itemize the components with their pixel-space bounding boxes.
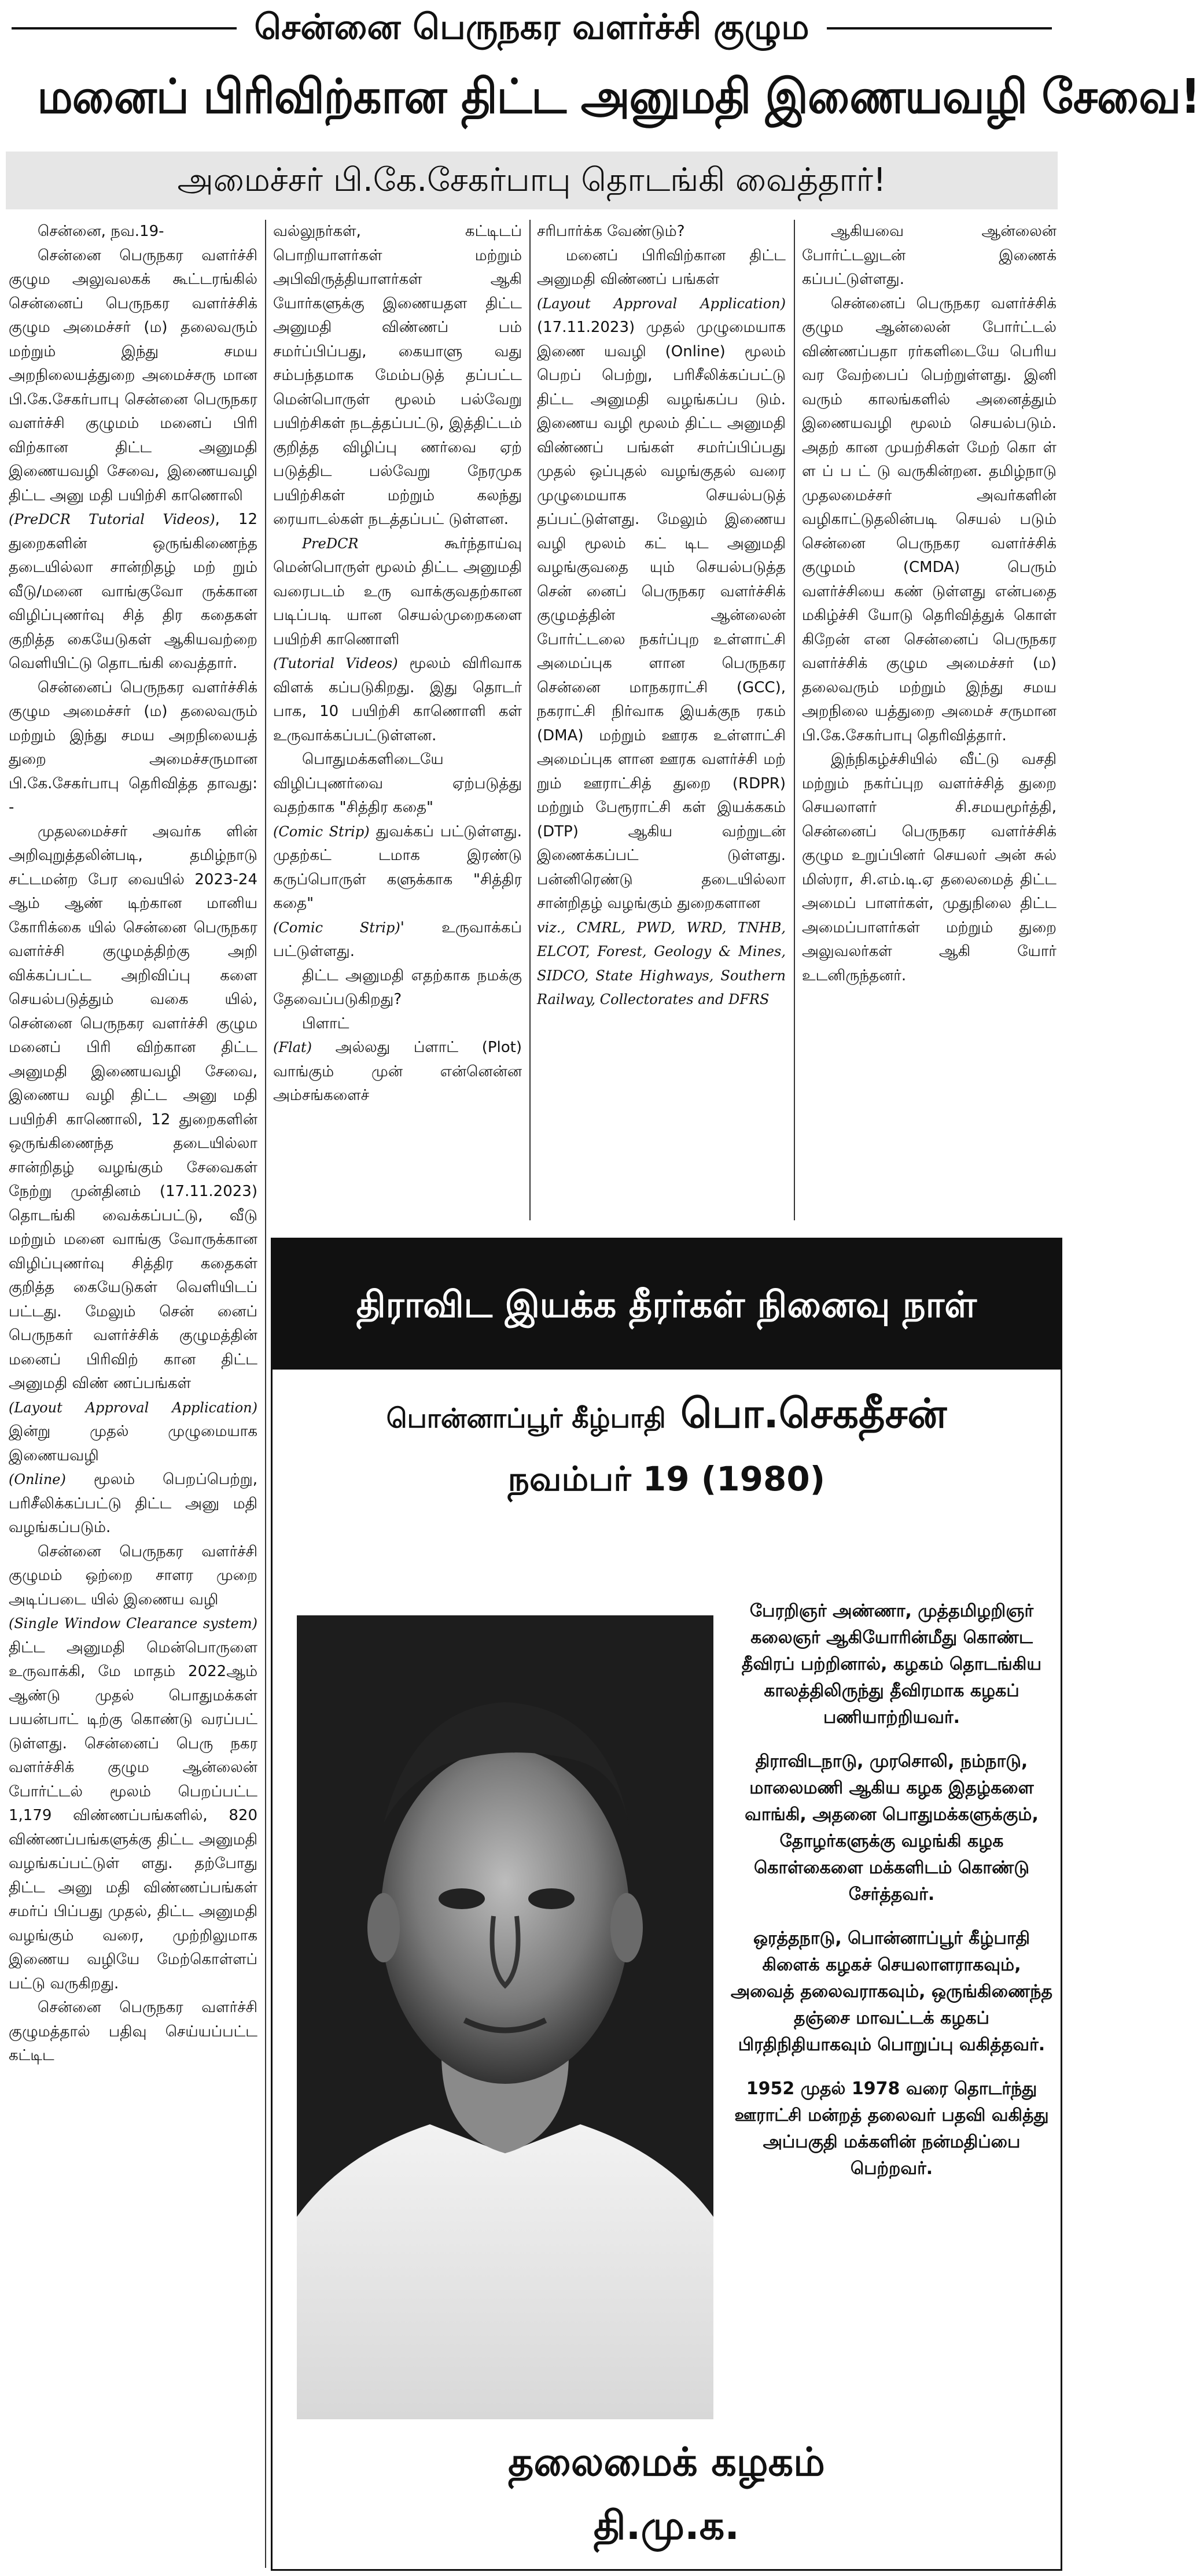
obituary-paragraph: திராவிடநாடு, முரசொலி, நம்நாடு, மாலைமணி ஆகிய கழக இதழ்களை வாங்கி, அதனை பொதுமக்களுக்கும், தோழர்களுக்கு வழங்கி கழக கொள்கைளை மக்களிடம் கொண்டு சேர்த்தவர். (745, 1751, 1039, 1905)
article-paragraph (537, 220, 786, 244)
article-column-1 (9, 220, 257, 2568)
article-paragraph (9, 820, 257, 1396)
article-column-4 (802, 220, 1057, 1220)
article-paragraph (9, 1540, 257, 1612)
article-paragraph (9, 244, 257, 508)
article-paragraph (273, 1036, 522, 1108)
subheadline: அமைச்சர் பி.கே.சேகர்பாபு தொடங்கி வைத்தார்! (6, 152, 1058, 209)
article-paragraph (802, 292, 1057, 748)
article-paragraph (9, 1612, 257, 1996)
article-column-3 (537, 220, 786, 1220)
article-italic-term: (Tutorial Videos) (273, 655, 398, 671)
article-text: , 12 துறைகளின் ஒருங்கிணைந்த தடையில்லா சான்றிதழ் மற் றும் வீடு/மனை வாங்குவோ ருக்கான விழிப்புணர்வு சித் திர கதைகள் குறித்த கையேடுகள் ஆகியவற்றை வெளியிட்டு தொடங்கி வைத்தார். (9, 511, 257, 672)
article-italic-term: (Single Window Clearance system) (9, 1615, 257, 1632)
article-italic-term: PreDCR (302, 535, 359, 552)
article-text: திட்ட அனுமதி மென்பொருளை உருவாக்கி, மே மாதம் 2022ஆம் ஆண்டு முதல் பொதுமக்கள் பயன்பாட் டிற்கு கொண்டு வரப்பட் டுள்ளது. சென்னைப் பெரு நகர வளர்ச்சிக் குழும ஆன்லைன் போர்ட்டல் மூலம் பெறப்பட்ட 1,179 விண்ணப்பங்களில், 820 விண்ணப்பங்களுக்கு திட்ட அனுமதி வழங்கப்பட்டுள் ளது. தற்போது திட்ட அனு மதி விண்ணப்பங்கள் சமர்ப் பிப்பது முதல், திட்ட அனுமதி வழங்கும் வரை, முற்றிலுமாக இணைய வழியே மேற்கொள்ளப் பட்டு வருகிறது. (9, 1638, 257, 1992)
article-paragraph (9, 676, 257, 820)
article-italic-term: (PreDCR Tutorial Videos) (9, 511, 215, 527)
article-text: சென்னை, நவ.19- (38, 223, 164, 240)
obituary-paragraph: 1952 முதல் 1978 வரை தொடர்ந்து ஊராட்சி மன்றத் தலைவர் பதவி வகித்து அப்பகுதி மக்களின் நன்மதிப்பை பெற்றவர். (734, 2079, 1049, 2179)
article-text: ' உருவாக்கப் பட்டுள்ளது. (273, 918, 522, 960)
article-text: சென்னை பெருநகர வளர்ச்சி குழுமத்தால் பதிவு செய்யப்பட்ட கட்டிட (9, 1999, 257, 2064)
article-paragraph (273, 820, 522, 916)
article-paragraph (802, 748, 1057, 988)
article-paragraph (537, 292, 786, 916)
article-text: மூலம் பெறப்பெற்று, பரிசீலிக்கப்பட்டு திட்ட அனு மதி வழங்கப்படும். (9, 1471, 257, 1536)
article-column-2 (273, 220, 522, 1220)
headline: மனைப் பிரிவிற்கான திட்ட அனுமதி இணையவழி சேவை! (37, 69, 1200, 124)
article-paragraph (537, 916, 786, 1012)
obituary-footer-org: தலைமைக் கழகம் (508, 2440, 825, 2485)
article-italic-term: (Flat) (273, 1039, 312, 1056)
article-paragraph (9, 220, 257, 244)
article-text: சரிபார்க்க வேண்டும்? (537, 223, 685, 240)
article-paragraph (273, 964, 522, 1012)
article-italic-term: viz., CMRL, PWD, WRD, TNHB, ELCOT, Forest, Geology & Mines, SIDCO, State Highways, Southern Railway, Collectorates and DFRS (537, 919, 786, 1007)
article-text: சென்னை பெருநகர வளர்ச்சி குழுமம் ஒற்றை சாளர முறை அடிப்படை யில் இணைய வழி (9, 1542, 257, 1608)
article-paragraph (273, 652, 522, 748)
article-paragraph (9, 1396, 257, 1468)
article-text: (17.11.2023) முதல் முழுமையாக இணை யவழி (Online) மூலம் பெறப் பெற்று, பரிசீலிக்கப்பட்டு திட்ட அனுமதி வழங்கப்ப டும். இணைய வழி மூலம் திட்ட அனுமதி விண்ணப் பங்கள் சமர்ப்பிப்பது முதல் ஒப்புதல் வழங்குதல் வரை முழுமையாக செயல்படுத் தப்பட்டுள்ளது. மேலும் இணைய வழி மூலம் கட் டிட அனுமதி வழங்குவதை யும் செயல்படுத்த சென் னைப் பெருநகர வளர்ச்சிக் குழுமத்தின் ஆன்லைன் போர்ட்டலை நகர்ப்புற உள்ளாட்சி அமைப்புக ளான பெருநகர சென்னை மாநகராட்சி (GCC), நகராட்சி நிர்வாக இயக்குந ரகம் (DMA) மற்றும் ஊரக உள்ளாட்சி அமைப்புக ளான ஊரக வளர்ச்சி மற் றும் ஊராட்சித் துறை (RDPR) மற்றும் பேரூராட்சி கள் இயக்ககம் (DTP) ஆகிய வற்றுடன் இணைக்கப்பட் டுள்ளது. பன்னிரெண்டு தடையில்லா சான்றிதழ் வழங்கும் துறைகளான (537, 319, 786, 912)
article-paragraph (273, 1012, 522, 1036)
obituary-box (271, 1238, 1062, 2571)
article-italic-term: (Online) (9, 1471, 66, 1488)
portrait-illustration (297, 1615, 713, 2419)
obituary-paragraph: பேரறிஞர் அண்ணா, முத்தமிழறிஞர் கலைஞர் ஆகியோரின்மீது கொண்ட தீவிரப் பற்றினால், கழகம் தொடங்கிய காலத்திலிருந்து தீவிரமாக கழகப் பணியாற்றியவர். (741, 1601, 1042, 1728)
article-paragraph (9, 508, 257, 676)
article-paragraph (273, 916, 522, 964)
obituary-name-line (273, 1390, 1061, 1442)
kicker-text: சென்னை பெருநகர வளர்ச்சி குழும (237, 7, 826, 47)
article-text: ஆகியவை ஆன்லைன் போர்ட்டலுடன் இணைக் கப்பட்டுள்ளது. (802, 223, 1057, 288)
obituary-name: பொ.செகதீசன் (680, 1390, 947, 1437)
obituary-footer-party: தி.மு.க. (593, 2503, 740, 2549)
article-paragraph (802, 220, 1057, 292)
article-italic-term: (Layout Approval Application) (537, 295, 786, 312)
article-text: கூர்ந்தாய்வு மென்பொருள் மூலம் திட்ட அனுமதி வரைபடம் உரு வாக்குவதற்கான படிப்படி யான செயல்முறைகளை பயிற்சி காணொளி (273, 534, 522, 648)
article-text: பிளாட் (302, 1014, 349, 1032)
article-italic-term: (Comic Strip) (273, 823, 370, 840)
article-text: பொதுமக்களிடையே விழிப்புணர்வை ஏற்படுத்து வதற்காக "சித்திர கதை" (273, 751, 522, 816)
article-paragraph (9, 1468, 257, 1540)
article-text: சென்னை பெருநகர வளர்ச்சி குழும அலுவலகக் கூட்டரங்கில் சென்னைப் பெருநகர வளர்ச்சிக் குழும அமைச்சர் (ம) தலைவரும் மற்றும் இந்து சமய அறநிலையத்துறை அமைச்சரு மான பி.கே.சேகர்பாபு சென்னை பெருநகர வளர்ச்சி குழுமம் மனைப் பிரி விற்கான திட்ட அனுமதி இணையவழி சேவை, இணையவழி திட்ட அனு மதி பயிற்சி காணொலி (9, 246, 257, 504)
article-text: சென்னைப் பெருநகர வளர்ச்சிக் குழும அமைச்சர் (ம) தலைவரும் மற்றும் இந்து சமய அறநிலையத் துறை அமைச்சருமான பி.கே.சேகர்பாபு தெரிவித்த தாவது: - (9, 678, 257, 816)
article-paragraph (273, 748, 522, 820)
article-paragraph (9, 1996, 257, 2068)
article-text: சென்னைப் பெருநகர வளர்ச்சிக் குழும ஆன்லைன் போர்ட்டல் விண்ணப்பதா ரர்களிடையே பெரிய வர வேற்பைப் பெற்றுள்ளது. இனி வரும் காலங்களில் அனைத்தும் இணையவழி மூலம் செயல்படும். அதற் கான முயற்சிகள் மேற் கொ ள் ள ப் ப ட் டு வருகின்றன. தமிழ்நாடு முதலமைச்சர் அவர்களின் வழிகாட்டுதலின்படி செயல் படும் சென்னை பெருநகர வளர்ச்சிக் குழுமம் (CMDA) பெரும் வளர்ச்சியை கண் டுள்ளது என்பதை மகிழ்ச்சி யோடு தெரிவித்துக் கொள் கிறேன் என சென்னைப் பெருநகர வளர்ச்சிக் குழும அமைச்சர் (ம) தலைவரும் மற்றும் இந்து சமய அறநிலை யத்துறை அமைச் சருமான பி.கே.சேகர்பாபு தெரிவித்தார். (802, 294, 1057, 744)
article-italic-term: (Layout Approval Application) (9, 1399, 257, 1416)
article-text: இன்று முதல் முழுமையாக இணையவழி (9, 1423, 257, 1464)
obituary-footer (273, 2431, 1061, 2558)
obituary-text (730, 1598, 1054, 2199)
article-text: மனைப் பிரிவிற்கான திட்ட அனுமதி விண்ணப் பங்கள் (537, 246, 786, 288)
obituary-header: திராவிட இயக்க தீரர்கள் நினைவு நாள் (273, 1239, 1061, 1370)
article-text: திட்ட அனுமதி எதற்காக நமக்கு தேவைப்படுகிறது? (273, 966, 522, 1008)
article-italic-term: (Comic Strip) (273, 919, 400, 936)
article-text: வல்லுநர்கள், கட்டிடப் பொறியாளர்கள் மற்றும் அபிவிருத்தியாளர்கள் ஆகி யோர்களுக்கு இணையதள திட்ட அனுமதி விண்ணப் பம் சமர்ப்பிப்பது, கையாளு வது சம்பந்தமாக மேம்படுத் தப்பட்ட மென்பொருள் மூலம் பல்வேறு பயிற்சிகள் நடத்தப்பட்டு, இத்திட்டம் குறித்த விழிப்பு ணர்வை ஏற் படுத்திட பல்வேறு நேரமுக பயிற்சிகள் மற்றும் கலந்து ரையாடல்கள் நடத்தப்பட் டுள்ளன. (273, 223, 522, 528)
article-text: இந்நிகழ்ச்சியில் வீட்டு வசதி மற்றும் நகர்ப்புற வளர்ச்சித் துறை செயலாளர் சி.சமயமூர்த்தி, சென்னைப் பெருநகர வளர்ச்சிக் குழும உறுப்பினர் செயலர் அன் சுல் மிஸ்ரா, சி.எம்.டி.ஏ தலைமைத் திட்ட அமைப் பாளர்கள், முதுநிலை திட்ட அமைப்பாளர்கள் மற்றும் துறை அலுவலர்கள் ஆகி யோர் உடனிருந்தனர். (802, 751, 1057, 984)
column-divider (529, 220, 531, 1220)
obituary-paragraph: ஒரத்தநாடு, பொன்னாப்பூர் கீழ்பாதி கிளைக் கழகச் செயலாளராகவும், அவைத் தலைவராகவும், ஒருங்கிணைந்த தஞ்சை மாவட்டக் கழகப் பிரதிநிதியாகவும் பொறுப்பு வகித்தவர். (730, 1928, 1053, 2055)
article-text: துவக்கப் பட்டுள்ளது. முதற்கட் டமாக இரண்டு கருப்பொருள் களுக்காக "சித்திர கதை" (273, 822, 522, 912)
article-paragraph (537, 244, 786, 292)
article-text: முதலமைச்சர் அவர்க ளின் அறிவுறுத்தலின்படி, தமிழ்நாடு சட்டமன்ற பேர வையில் 2023-24 ஆம் ஆண் டிற்கான மானிய கோரிக்கை யில் சென்னை பெருநகர வளர்ச்சி குழுமத்திற்கு அறி விக்கப்பட்ட அறிவிப்பு களை செயல்படுத்தும் வகை யில், சென்னை பெருநகர வளர்ச்சி குழும மனைப் பிரி விற்கான திட்ட அனுமதி இணையவழி சேவை, இணைய வழி திட்ட அனு மதி பயிற்சி காணொலி, 12 துறைகளின் ஒருங்கிணைந்த தடையில்லா சான்றிதழ் வழங்கும் சேவைகள் நேற்று முன்தினம் (17.11.2023) தொடங்கி வைக்கப்பட்டு, வீடு மற்றும் மனை வாங்கு வோருக்கான விழிப்புணர்வு சித்திர கதைகள் குறித்த கையேடுகள் வெளியிடப் பட்டது. மேலும் சென் னைப் பெருநகர் வளர்ச்சிக் குழுமத்தின் மனைப் பிரிவிற் கான திட்ட அனுமதி விண் ணப்பங்கள் (9, 822, 257, 1392)
article-paragraph (273, 532, 522, 652)
obituary-date: நவம்பர் 19 (1980) (507, 1459, 826, 1499)
portrait-photo (297, 1615, 713, 2419)
article-paragraph (273, 220, 522, 532)
article-text: அல்லது ப்ளாட் (Plot) வாங்கும் முன் என்னென்ன அம்சங்களைச் (273, 1039, 522, 1104)
column-divider (794, 220, 795, 1220)
obituary-place: பொன்னாப்பூர் கீழ்பாதி (386, 1403, 666, 1434)
column-divider (265, 220, 266, 2568)
article-text: மூலம் விரிவாக விளக் கப்படுகிறது. இது தொடர் பாக, 10 பயிற்சி காணொளி கள் உருவாக்கப்பட்டுள்ளன. (273, 655, 522, 744)
